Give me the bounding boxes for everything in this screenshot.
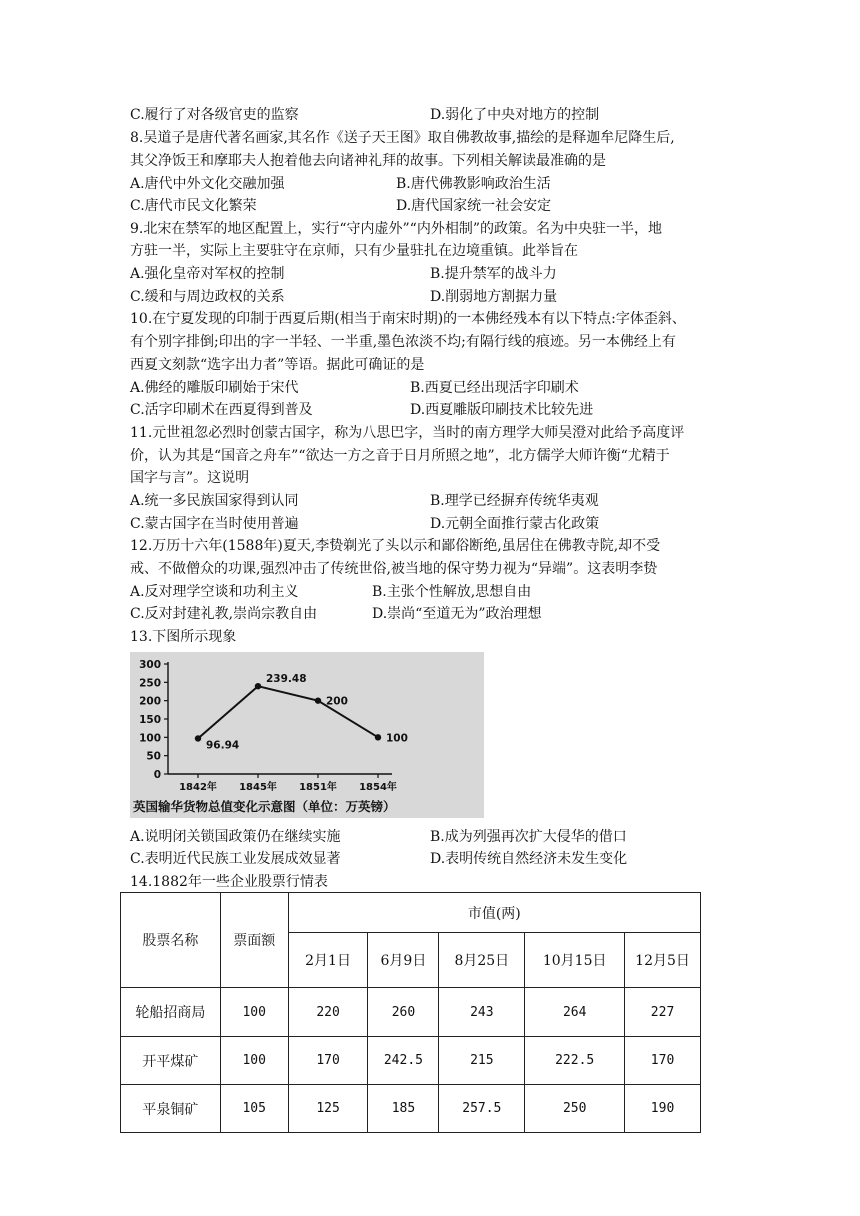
q9-option-d: D.削弱地方割据力量 bbox=[430, 289, 558, 305]
y-tick-label: 250 bbox=[139, 677, 161, 690]
q10-option-a: A.佛经的雕版印刷始于宋代 bbox=[130, 380, 299, 396]
chart-title: 英国输华货物总值变化示意图（单位：万英镑） bbox=[133, 799, 396, 814]
data-label: 100 bbox=[386, 732, 408, 745]
q11-stem-line-1: 11.元世祖忽必烈时创蒙古国字，称为八思巴字，当时的南方理学大师吴澄对此给予高度评 bbox=[130, 425, 685, 441]
cell-value: 125 bbox=[288, 1085, 368, 1133]
q12-option-a: A.反对理学空谈和功利主义 bbox=[130, 584, 299, 600]
q10-stem-line-2: 有个别字排倒;印出的字一半轻、一半重,墨色浓淡不均;有隔行线的痕迹。另一本佛经上有 bbox=[130, 334, 676, 350]
q8-stem-line-1: 8.吴道子是唐代著名画家,其名作《送子天王图》取自佛教故事,描绘的是释迦牟尼降生后, bbox=[130, 130, 675, 146]
q9-option-a: A.强化皇帝对军权的控制 bbox=[130, 266, 285, 282]
q9-option-c: C.缓和与周边政权的关系 bbox=[130, 289, 285, 305]
header-date: 2月1日 bbox=[288, 933, 368, 988]
q11-option-a: A.统一多民族国家得到认同 bbox=[130, 493, 299, 509]
table-row bbox=[121, 1037, 701, 1085]
q8-option-c: C.唐代市民文化繁荣 bbox=[130, 198, 257, 214]
line-chart bbox=[130, 652, 484, 818]
q13-option-d: D.表明传统自然经济未发生变化 bbox=[430, 851, 628, 867]
q12-option-c: C.反对封建礼教,崇尚宗教自由 bbox=[130, 606, 318, 622]
q11-option-c: C.蒙古国字在当时使用普遍 bbox=[130, 516, 299, 532]
cell-stock-name: 开平煤矿 bbox=[121, 1037, 221, 1085]
q12-stem-line-2: 戒、不做僧众的功课,强烈冲击了传统世俗,被当地的保守势力视为“异端”。这表明李贽 bbox=[130, 561, 658, 577]
header-date: 8月25日 bbox=[439, 933, 525, 988]
y-tick-label: 300 bbox=[139, 659, 161, 671]
cell-value: 222.5 bbox=[525, 1037, 625, 1085]
data-label: 200 bbox=[326, 695, 348, 708]
q11-option-b: B.理学已经摒弃传统华夷观 bbox=[430, 493, 599, 509]
cell-stock-name: 轮船招商局 bbox=[121, 988, 221, 1037]
q14-stem: 14.1882年一些企业股票行情表 bbox=[130, 874, 328, 890]
cell-face-value: 100 bbox=[220, 1037, 288, 1085]
cell-value: 170 bbox=[288, 1037, 368, 1085]
table-row bbox=[121, 988, 701, 1037]
q9-option-b: B.提升禁军的战斗力 bbox=[430, 266, 557, 282]
q12-stem-line-1: 12.万历十六年(1588年)夏天,李贽剃光了头以示和鄙俗断绝,虽居住在佛教寺院,却不受 bbox=[130, 538, 661, 554]
line-chart-svg bbox=[130, 652, 484, 818]
q10-option-d: D.西夏雕版印刷技术比较先进 bbox=[410, 402, 594, 418]
q13-option-a: A.说明闭关锁国政策仍在继续实施 bbox=[130, 829, 341, 845]
cell-value: 185 bbox=[368, 1085, 439, 1133]
q10-option-b: B.西夏已经出现活字印刷术 bbox=[410, 380, 579, 396]
q13-option-c: C.表明近代民族工业发展成效显著 bbox=[130, 851, 341, 867]
q9-stem-line-2: 方驻一半，实际上主要驻守在京师，只有少量驻扎在边境重镇。此举旨在 bbox=[130, 243, 578, 259]
q7-option-c: C.履行了对各级官吏的监察 bbox=[130, 107, 299, 123]
stock-table bbox=[120, 892, 701, 1133]
q13-option-b: B.成为列强再次扩大侵华的借口 bbox=[430, 829, 627, 845]
header-date: 12月5日 bbox=[625, 933, 701, 988]
q13-stem: 13.下图所示现象 bbox=[130, 629, 237, 645]
cell-value: 243 bbox=[439, 988, 525, 1037]
y-tick-label: 0 bbox=[153, 769, 161, 781]
data-point bbox=[255, 683, 261, 689]
q8-option-b: B.唐代佛教影响政治生活 bbox=[396, 176, 551, 192]
cell-value: 257.5 bbox=[439, 1085, 525, 1133]
table-row bbox=[121, 1085, 701, 1133]
cell-value: 190 bbox=[625, 1085, 701, 1133]
cell-value: 264 bbox=[525, 988, 625, 1037]
q12-option-d: D.崇尚“至道无为”政治理想 bbox=[372, 606, 542, 622]
header-market-value: 市值(两) bbox=[288, 893, 700, 933]
data-label: 96.94 bbox=[206, 739, 240, 752]
q8-stem-line-2: 其父净饭王和摩耶夫人抱着他去向诸神礼拜的故事。下列相关解读最准确的是 bbox=[130, 153, 606, 169]
q7-option-d: D.弱化了中央对地方的控制 bbox=[430, 107, 600, 123]
cell-value: 215 bbox=[439, 1037, 525, 1085]
header-face-value: 票面额 bbox=[220, 893, 288, 988]
y-tick-label: 100 bbox=[139, 732, 161, 745]
header-date: 6月9日 bbox=[368, 933, 439, 988]
q8-option-a: A.唐代中外文化交融加强 bbox=[130, 176, 285, 192]
q8-option-d: D.唐代国家统一社会安定 bbox=[396, 198, 552, 214]
x-tick-label: 1854年 bbox=[359, 782, 397, 793]
data-label: 239.48 bbox=[266, 673, 307, 686]
series-line bbox=[198, 686, 378, 738]
q12-option-b: B.主张个性解放,思想自由 bbox=[372, 584, 532, 600]
cell-value: 220 bbox=[288, 988, 368, 1037]
q10-stem-line-1: 10.在宁夏发现的印制于西夏后期(相当于南宋时期)的一本佛经残本有以下特点:字体歪斜、 bbox=[130, 311, 686, 327]
cell-value: 227 bbox=[625, 988, 701, 1037]
q9-stem-line-1: 9.北宋在禁军的地区配置上，实行“守内虚外”“内外相制”的政策。名为中央驻一半，地 bbox=[130, 221, 662, 237]
q11-stem-line-3: 国字与言”。这说明 bbox=[130, 470, 250, 486]
header-stock-name: 股票名称 bbox=[121, 893, 221, 988]
x-tick-label: 1842年 bbox=[179, 782, 217, 793]
y-tick-label: 50 bbox=[146, 750, 161, 763]
y-tick-label: 200 bbox=[139, 695, 161, 708]
cell-stock-name: 平泉铜矿 bbox=[121, 1085, 221, 1133]
header-date: 10月15日 bbox=[525, 933, 625, 988]
q10-option-c: C.活字印刷术在西夏得到普及 bbox=[130, 402, 313, 418]
cell-face-value: 100 bbox=[220, 988, 288, 1037]
q11-option-d: D.元朝全面推行蒙古化政策 bbox=[430, 516, 600, 532]
q11-stem-line-2: 价，认为其是“国音之舟车”“欲达一方之音于日月所照之地”，北方儒学大师许衡“尤精于 bbox=[130, 448, 670, 464]
cell-face-value: 105 bbox=[220, 1085, 288, 1133]
cell-value: 242.5 bbox=[368, 1037, 439, 1085]
y-tick-label: 150 bbox=[139, 714, 161, 726]
cell-value: 250 bbox=[525, 1085, 625, 1133]
data-point bbox=[315, 697, 321, 703]
x-tick-label: 1845年 bbox=[239, 782, 277, 793]
cell-value: 170 bbox=[625, 1037, 701, 1085]
data-point bbox=[375, 734, 381, 740]
cell-value: 260 bbox=[368, 988, 439, 1037]
q10-stem-line-3: 西夏文刻款“选字出力者”等语。据此可确证的是 bbox=[130, 357, 425, 373]
x-tick-label: 1851年 bbox=[299, 782, 337, 793]
data-point bbox=[195, 735, 201, 741]
